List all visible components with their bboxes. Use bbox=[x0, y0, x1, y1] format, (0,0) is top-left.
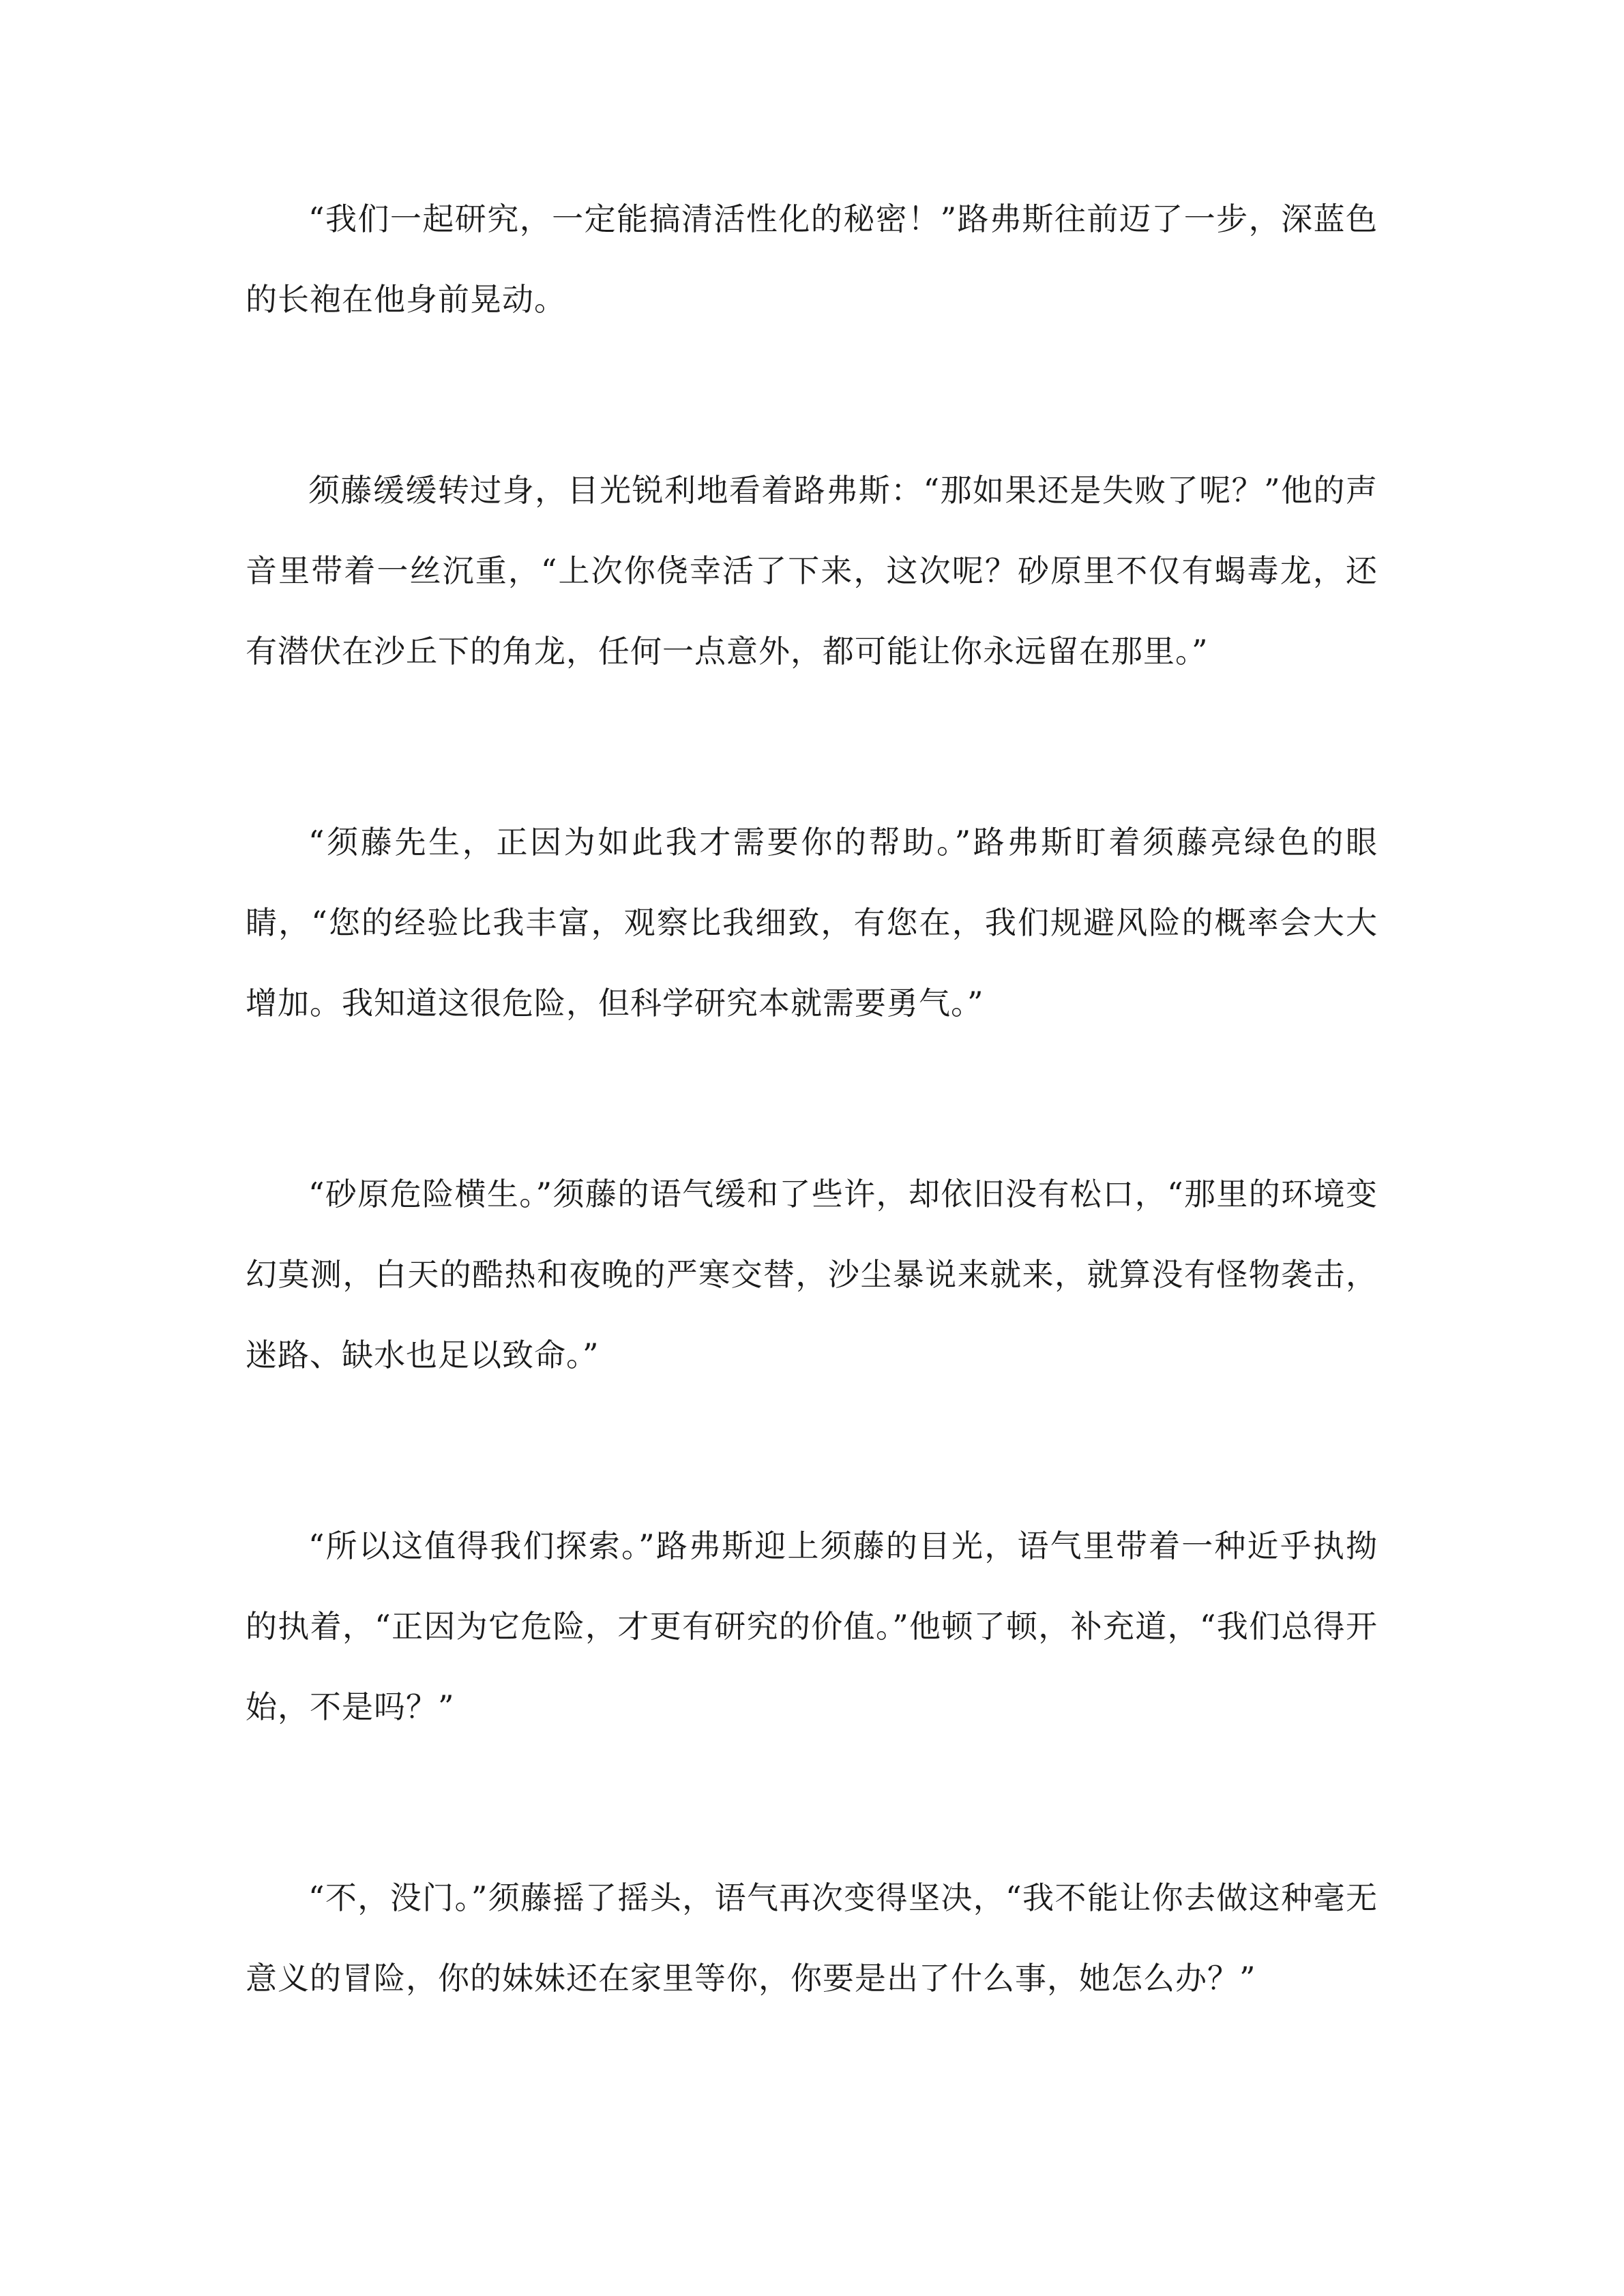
paragraph-2: 须藤缓缓转过身，目光锐利地看着路弗斯：“那如果还是失败了呢？”他的声音里带着一丝沉重，“上次你侥幸活了下来，这次呢？砂原里不仅有蝎毒龙，还有潜伏在沙丘下的角龙，任何一点意外，都可能让你永远留在那里。” bbox=[246, 472, 1378, 670]
paragraph-1: “我们一起研究，一定能搞清活性化的秘密！”路弗斯往前迈了一步，深蓝色的长袍在他身前晃动。 bbox=[246, 200, 1378, 318]
paragraph-3: “须藤先生，正因为如此我才需要你的帮助。”路弗斯盯着须藤亮绿色的眼睛，“您的经验比我丰富，观察比我细致，有您在，我们规避风险的概率会大大增加。我知道这很危险，但科学研究本就需要勇气。” bbox=[246, 824, 1378, 1022]
paragraph-6: “不，没门。”须藤摇了摇头，语气再次变得坚决，“我不能让你去做这种毫无意义的冒险，你的妹妹还在家里等你，你要是出了什么事，她怎么办？” bbox=[246, 1879, 1378, 1997]
document-body bbox=[246, 179, 1378, 2129]
paragraph-5: “所以这值得我们探索。”路弗斯迎上须藤的目光，语气里带着一种近乎执拗的执着，“正因为它危险，才更有研究的价值。”他顿了顿，补充道，“我们总得开始，不是吗？” bbox=[246, 1527, 1378, 1725]
paragraph-4: “砂原危险横生。”须藤的语气缓和了些许，却依旧没有松口，“那里的环境变幻莫测，白天的酷热和夜晚的严寒交替，沙尘暴说来就来，就算没有怪物袭击，迷路、缺水也足以致命。” bbox=[246, 1176, 1378, 1373]
